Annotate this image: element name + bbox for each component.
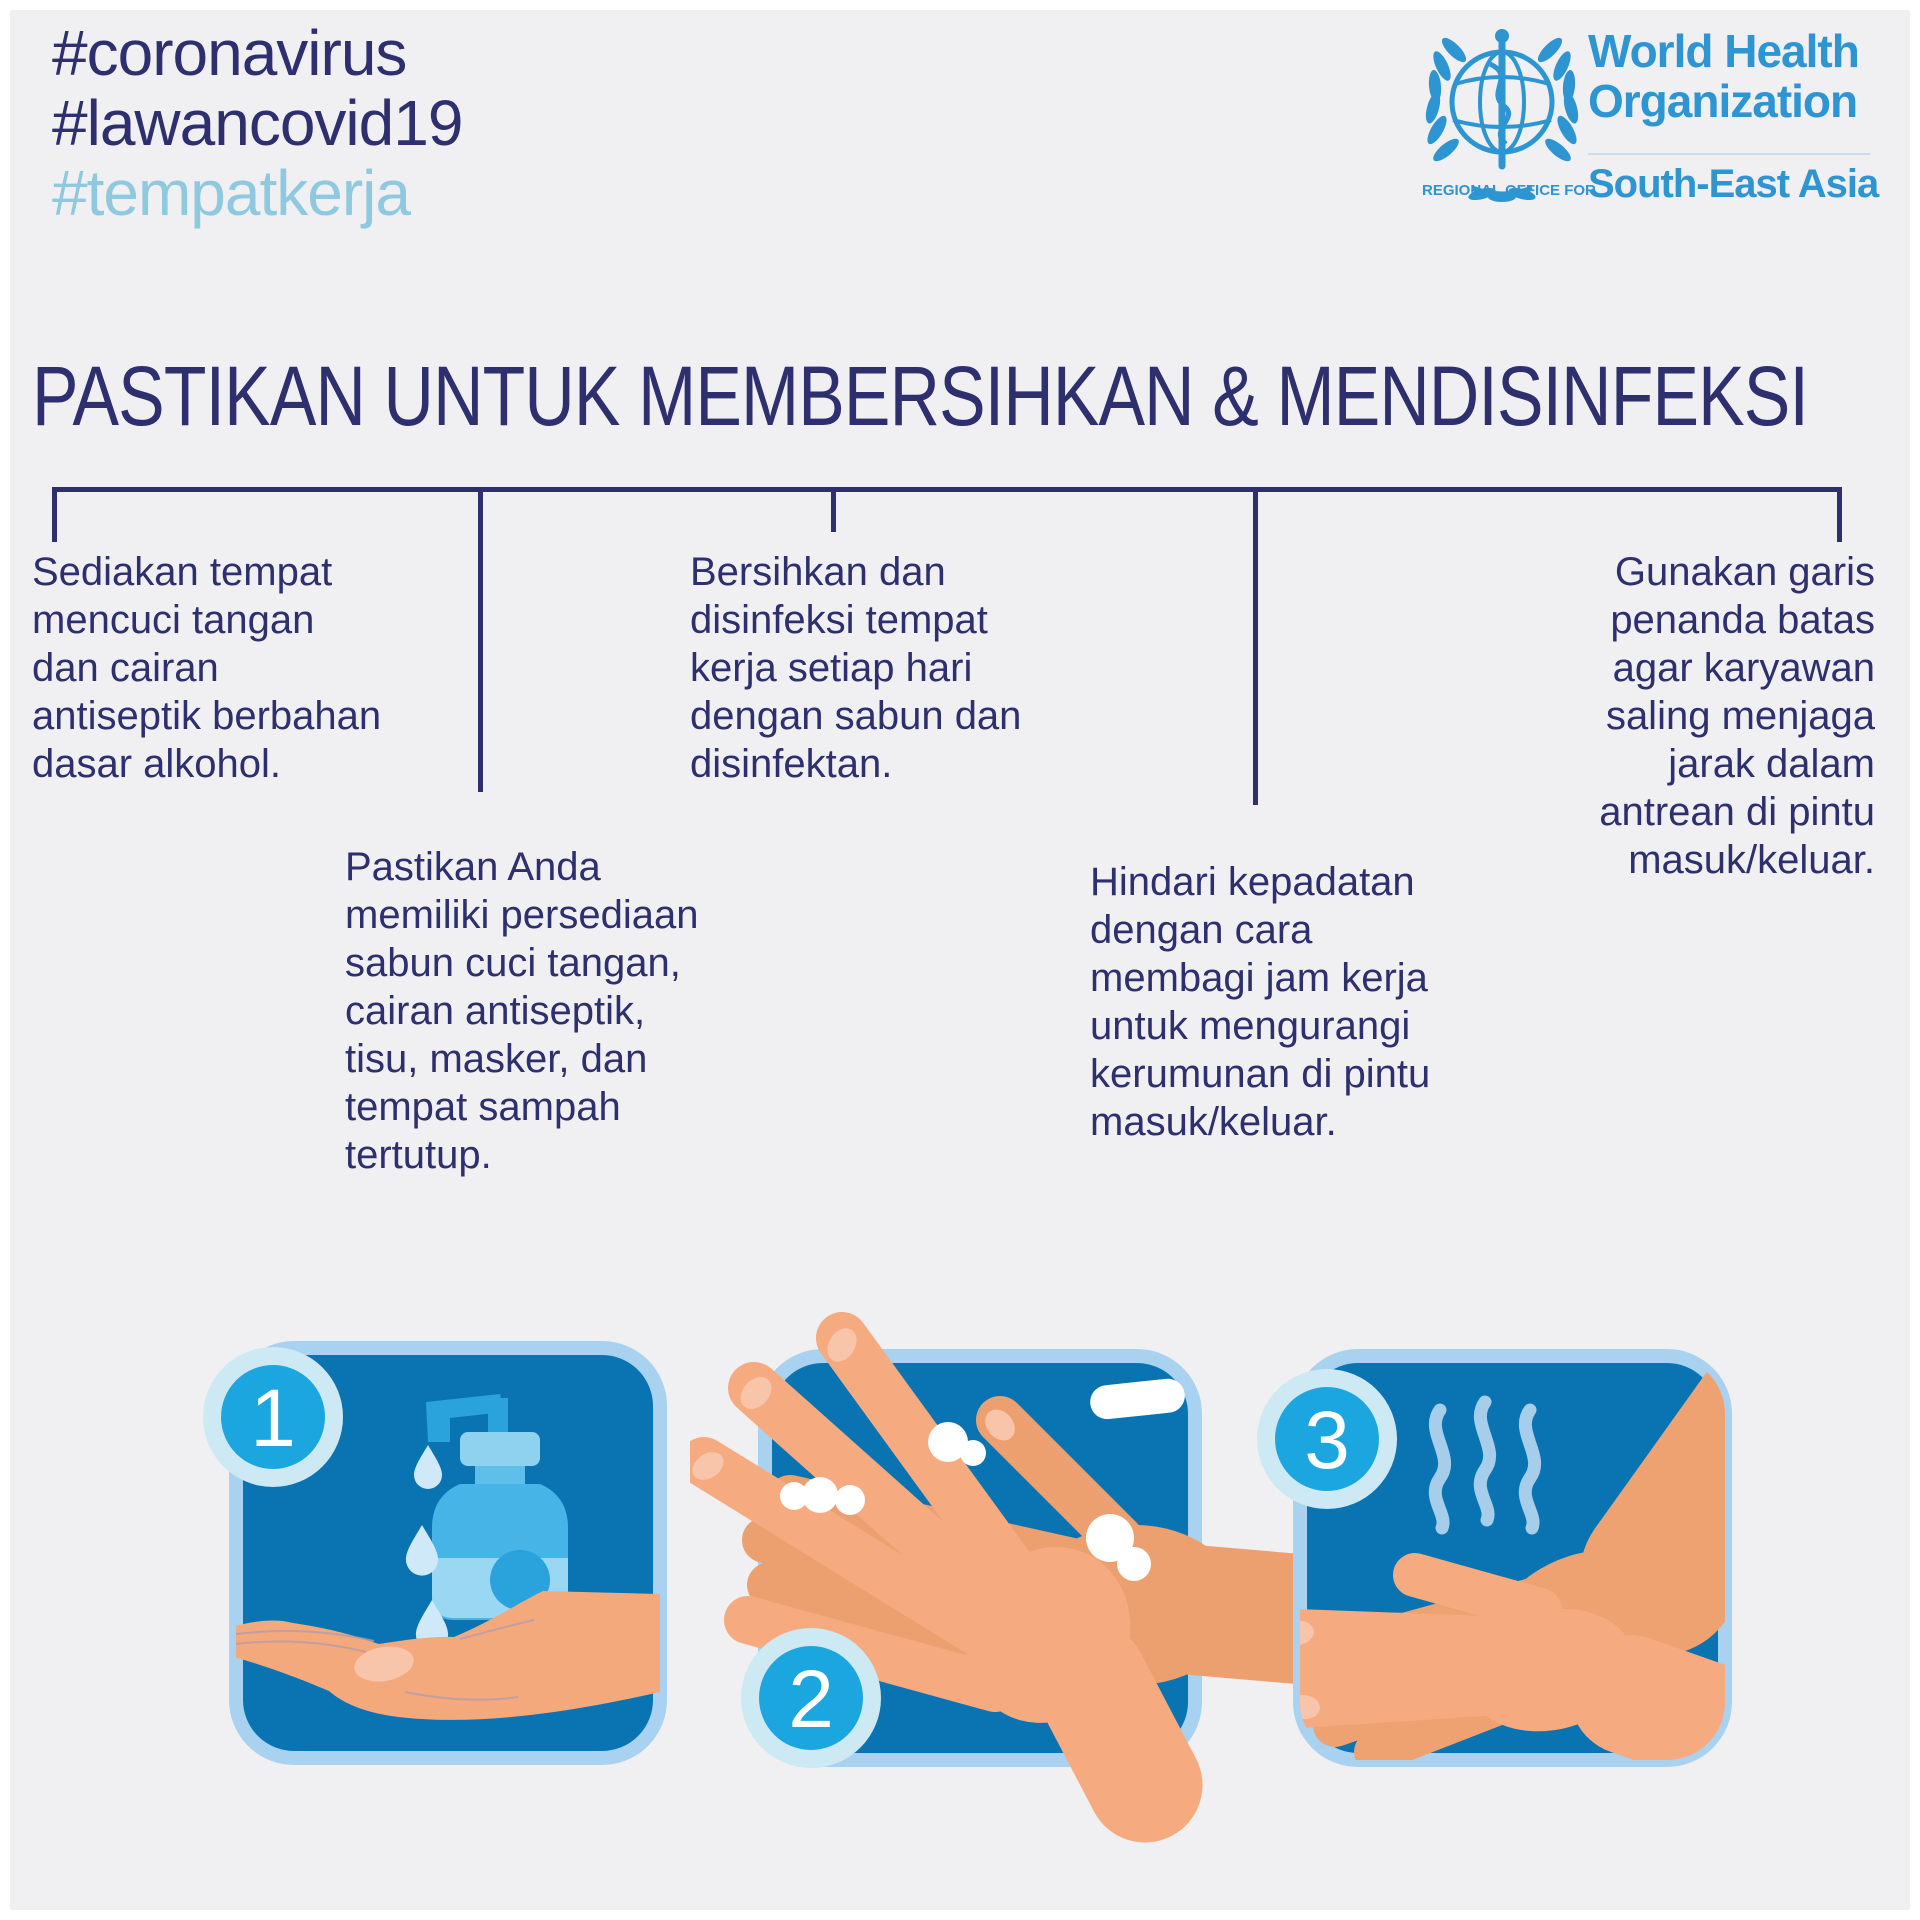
step-1-badge (203, 1347, 343, 1487)
tip-text-4: Hindari kepadatan dengan cara membagi jam kerja untuk mengurangi kerumunan di pintu masuk/keluar. (1090, 860, 1431, 1144)
hashtag-coronavirus: #coronavirus (52, 17, 407, 89)
connector-tick-2 (478, 487, 483, 792)
step-3-number: 3 (1304, 1395, 1350, 1486)
step-3-badge (1257, 1369, 1397, 1509)
step-1-number: 1 (250, 1373, 296, 1464)
connector-tick-1 (52, 487, 57, 542)
connector-tick-3 (831, 487, 836, 532)
who-logo (1588, 26, 1859, 126)
who-org-line2: Organization (1588, 75, 1858, 127)
step-2-number: 2 (788, 1654, 834, 1745)
connector-tick-5 (1837, 487, 1842, 542)
who-region: South-East Asia (1588, 162, 1879, 206)
tip-text-3: Bersihkan dan disinfeksi tempat kerja setiap hari dengan sabun dan disinfektan. (690, 550, 1022, 786)
step-panel-1 (160, 1340, 700, 1800)
connector-tick-4 (1253, 487, 1258, 805)
hashtag-lawancovid19: #lawancovid19 (52, 87, 463, 159)
step-2-badge (741, 1628, 881, 1768)
hashtag-tempatkerja: #tempatkerja (52, 157, 410, 229)
tip-text-2: Pastikan Anda memiliki persediaan sabun cuci tangan, cairan antiseptik, tisu, masker, dan tempat sampah tertutup. (345, 845, 699, 1177)
hashtag-block (52, 18, 462, 228)
who-logo-divider (1588, 153, 1870, 155)
who-office-prefix: REGIONAL OFFICE FOR (1422, 182, 1596, 199)
step-panel-2 (690, 1290, 1310, 1850)
tip-text-1: Sediakan tempat mencuci tangan dan cairan antiseptik berbahan dasar alkohol. (32, 550, 382, 786)
connector-line-horizontal (52, 487, 1842, 492)
step-panel-3 (1240, 1340, 1800, 1800)
tip-text-5: Gunakan garis penanda batas agar karyawan saling menjaga jarak dalam antrean di pintu masuk/keluar. (1599, 550, 1875, 882)
page-title: PASTIKAN UNTUK MEMBERSIHKAN & MENDISINFEKSI (32, 349, 1809, 443)
who-org-line1: World Health (1588, 25, 1859, 77)
